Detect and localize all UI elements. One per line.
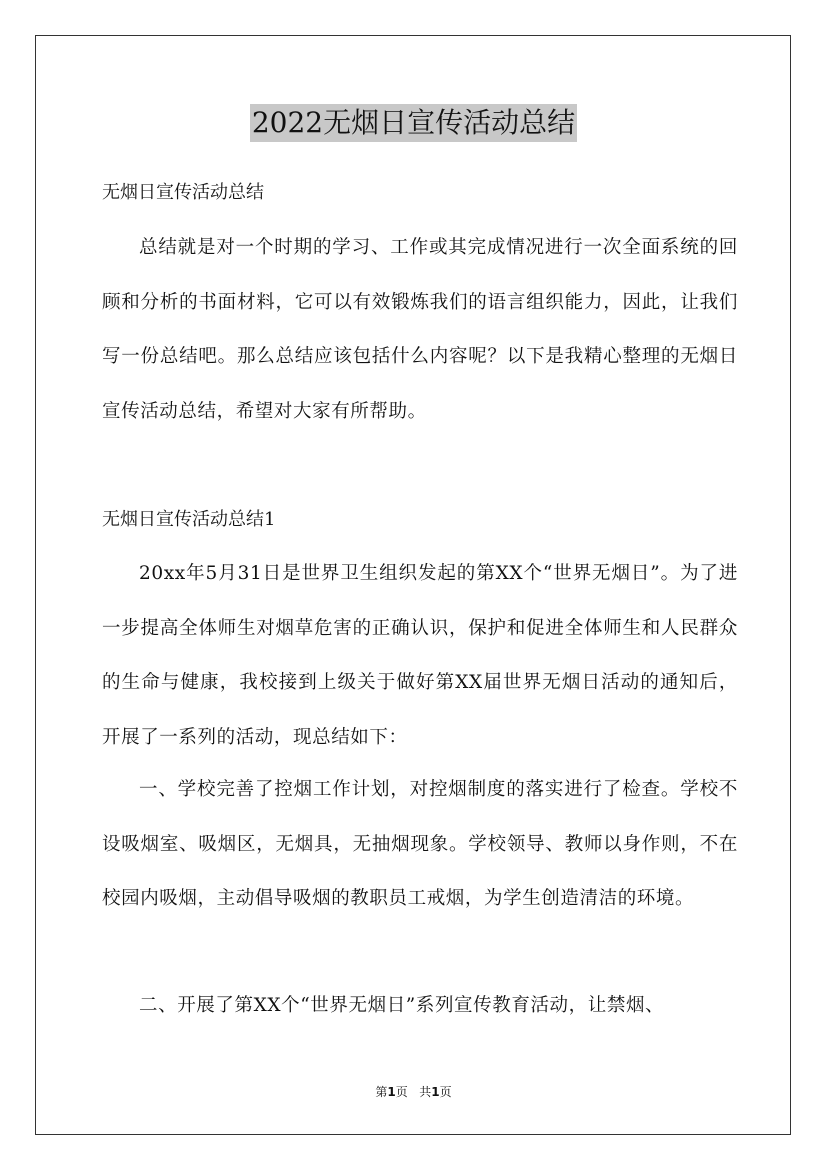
document-subtitle: 无烟日宣传活动总结 [102,182,264,203]
intro-paragraph: 总结就是对一个时期的学习、工作或其完成情况进行一次全面系统的回顾和分析的书面材料，它可以有效锻炼我们的语言组织能力，因此，让我们写一份总结吧。那么总结应该包括什么内容呢？以下是我精心整理的无烟日宣传活动总结，希望对大家有所帮助。 [102,237,738,422]
section-1-paragraph-3: 二、开展了第XX个“世界无烟日”系列宣传教育活动，让禁烟、 [139,995,665,1016]
page-footer [0,1084,827,1100]
footer-page-prefix: 第 [375,1085,388,1099]
section-1-paragraph-1: 20xx年5月31日是世界卫生组织发起的第XX个“世界无烟日”。为了进一步提高全体师生对烟草危害的正确认识，保护和促进全体师生和人民群众的生命与健康，我校接到上级关于做好第XX届世界无烟日活动的通知后，开展了一系列的活动，现总结如下： [102,563,738,748]
section-1-paragraph-2: 一、学校完善了控烟工作计划，对控烟制度的落实进行了检查。学校不设吸烟室、吸烟区，无烟具，无抽烟现象。学校领导、教师以身作则，不在校园内吸烟，主动倡导吸烟的教职员工戒烟，为学生创造清洁的环境。 [102,779,738,909]
document-title [0,104,827,142]
footer-page-suffix: 页 [439,1085,452,1099]
footer-page-current: 1 [387,1085,396,1099]
footer-page-mid: 页 共 [395,1085,432,1099]
section-1-heading: 无烟日宣传活动总结1 [102,509,276,530]
footer-page-total: 1 [431,1085,440,1099]
document-title-text: 2022无烟日宣传活动总结 [250,104,577,142]
